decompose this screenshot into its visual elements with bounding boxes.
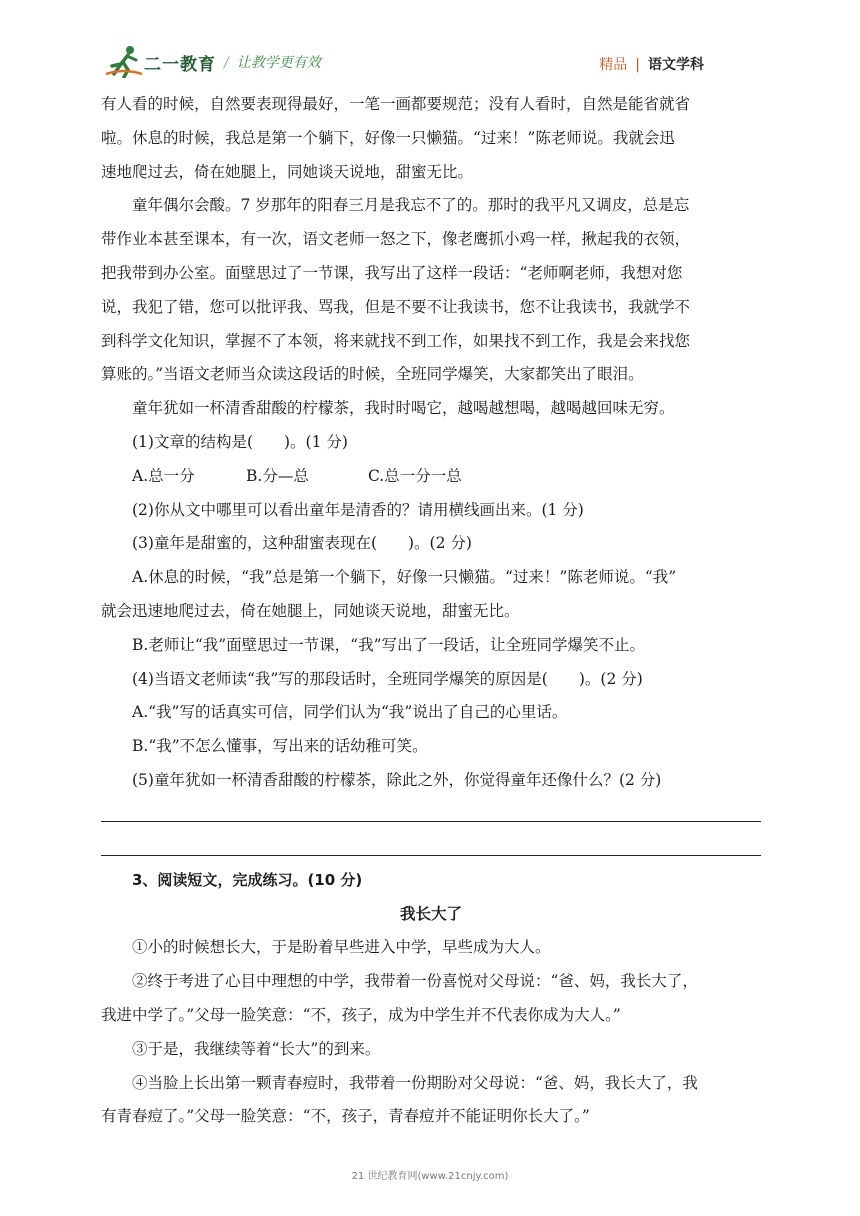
passage-line: 算账的。”当语文老师当众读这段话的时候，全班同学爆笑，大家都笑出了眼泪。 [101, 365, 644, 384]
question-4-option-a: A.“我”写的话真实可信，同学们认为“我”说出了自己的心里话。 [132, 703, 568, 722]
passage-line: 有青春痘了。”父母一脸笑意：“不，孩子，青春痘并不能证明你长大了。” [101, 1107, 590, 1126]
passage-line: 说，我犯了错，您可以批评我、骂我，但是不要不让我读书，您不让我读书，我就学不 [101, 297, 691, 316]
passage-line: ①小的时候想长大，于是盼着早些进入中学，早些成为大人。 [132, 938, 551, 957]
passage-line: 带作业本甚至课本，有一次，语文老师一怒之下，像老鹰抓小鸡一样，揪起我的衣领， [101, 230, 691, 249]
page-footer: 21 世纪教育网(www.21cnjy.com) [351, 1171, 509, 1182]
question-3-option-a: A.休息的时候，“我”总是第一个躺下，好像一只懒猫。“过来！”陈老师说。“我” [132, 568, 677, 587]
question-1-options [101, 460, 761, 494]
passage-line: ④当脸上长出第一颗青春痘时，我带着一份期盼对父母说：“爸、妈，我长大了，我 [132, 1073, 698, 1092]
page-header [0, 0, 860, 82]
passage-line: 到科学文化知识，掌握不了本领，将来就找不到工作，如果找不到工作，我是会来找您 [101, 331, 691, 350]
page-content [101, 88, 761, 1134]
slogan [224, 52, 321, 72]
passage-line: 把我带到办公室。面壁思过了一节课，我写出了这样一段话：“老师啊老师，我想对您 [101, 263, 683, 282]
slogan-text: 让教学更有效 [236, 55, 321, 71]
site-logo [104, 44, 216, 78]
passage-title: 我长大了 [399, 904, 462, 923]
option-a: A.总一分 [132, 466, 195, 485]
question-4-option-b: B.“我”不怎么懂事，写出来的话幼稚可笑。 [132, 737, 428, 756]
passage-line: 童年偶尔会酸。7 岁那年的阳春三月是我忘不了的。那时的我平凡又调皮，总是忘 [132, 196, 690, 215]
subject-tag [599, 54, 704, 74]
passage-line: 我进中学了。”父母一脸笑意：“不，孩子，成为中学生并不代表你成为大人。” [101, 1005, 621, 1024]
section-heading: 3、阅读短文，完成练习。(10 分) [132, 870, 363, 889]
question-2: (2)你从文中哪里可以看出童年是清香的？请用横线画出来。(1 分) [132, 500, 584, 519]
subject-label: 语文学科 [648, 57, 704, 73]
question-3-option-a-cont: 就会迅速地爬过去，倚在她腿上，同她谈天说地，甜蜜无比。 [101, 601, 520, 620]
passage-line: ③于是，我继续等着“长大”的到来。 [132, 1039, 381, 1058]
logo-text: 二一教育 [144, 55, 216, 75]
option-c: C.总一分一总 [368, 466, 462, 485]
runner-icon [104, 44, 144, 78]
passage-line: 啦。休息的时候，我总是第一个躺下，好像一只懒猫。“过来！”陈老师说。我就会迅 [101, 128, 675, 147]
slogan-separator: / [224, 55, 229, 71]
premium-label: 精品 [599, 57, 628, 73]
passage-line: ②终于考进了心目中理想的中学，我带着一份喜悦对父母说：“爸、妈，我长大了， [132, 972, 698, 991]
passage-line: 有人看的时候，自然要表现得最好，一笔一画都要规范；没有人看时，自然是能省就省 [101, 95, 691, 113]
question-1: (1)文章的结构是( )。(1 分) [132, 432, 348, 451]
question-3: (3)童年是甜蜜的，这种甜蜜表现在( )。(2 分) [132, 534, 472, 553]
question-3-option-b: B.老师让“我”面壁思过一节课，“我”写出了一段话，让全班同学爆笑不止。 [132, 635, 646, 654]
question-4: (4)当语文老师读“我”写的那段话时，全班同学爆笑的原因是( )。(2 分) [132, 669, 643, 688]
option-b: B.分—总 [246, 466, 309, 485]
passage-line: 速地爬过去，倚在她腿上，同她谈天说地，甜蜜无比。 [101, 162, 474, 181]
passage-line: 童年犹如一杯清香甜酸的柠檬茶，我时时喝它，越喝越想喝，越喝越回味无穷。 [132, 399, 675, 418]
tag-separator: | [635, 57, 640, 73]
question-5: (5)童年犹如一杯清香甜酸的柠檬茶，除此之外，你觉得童年还像什么？(2 分) [132, 770, 662, 789]
